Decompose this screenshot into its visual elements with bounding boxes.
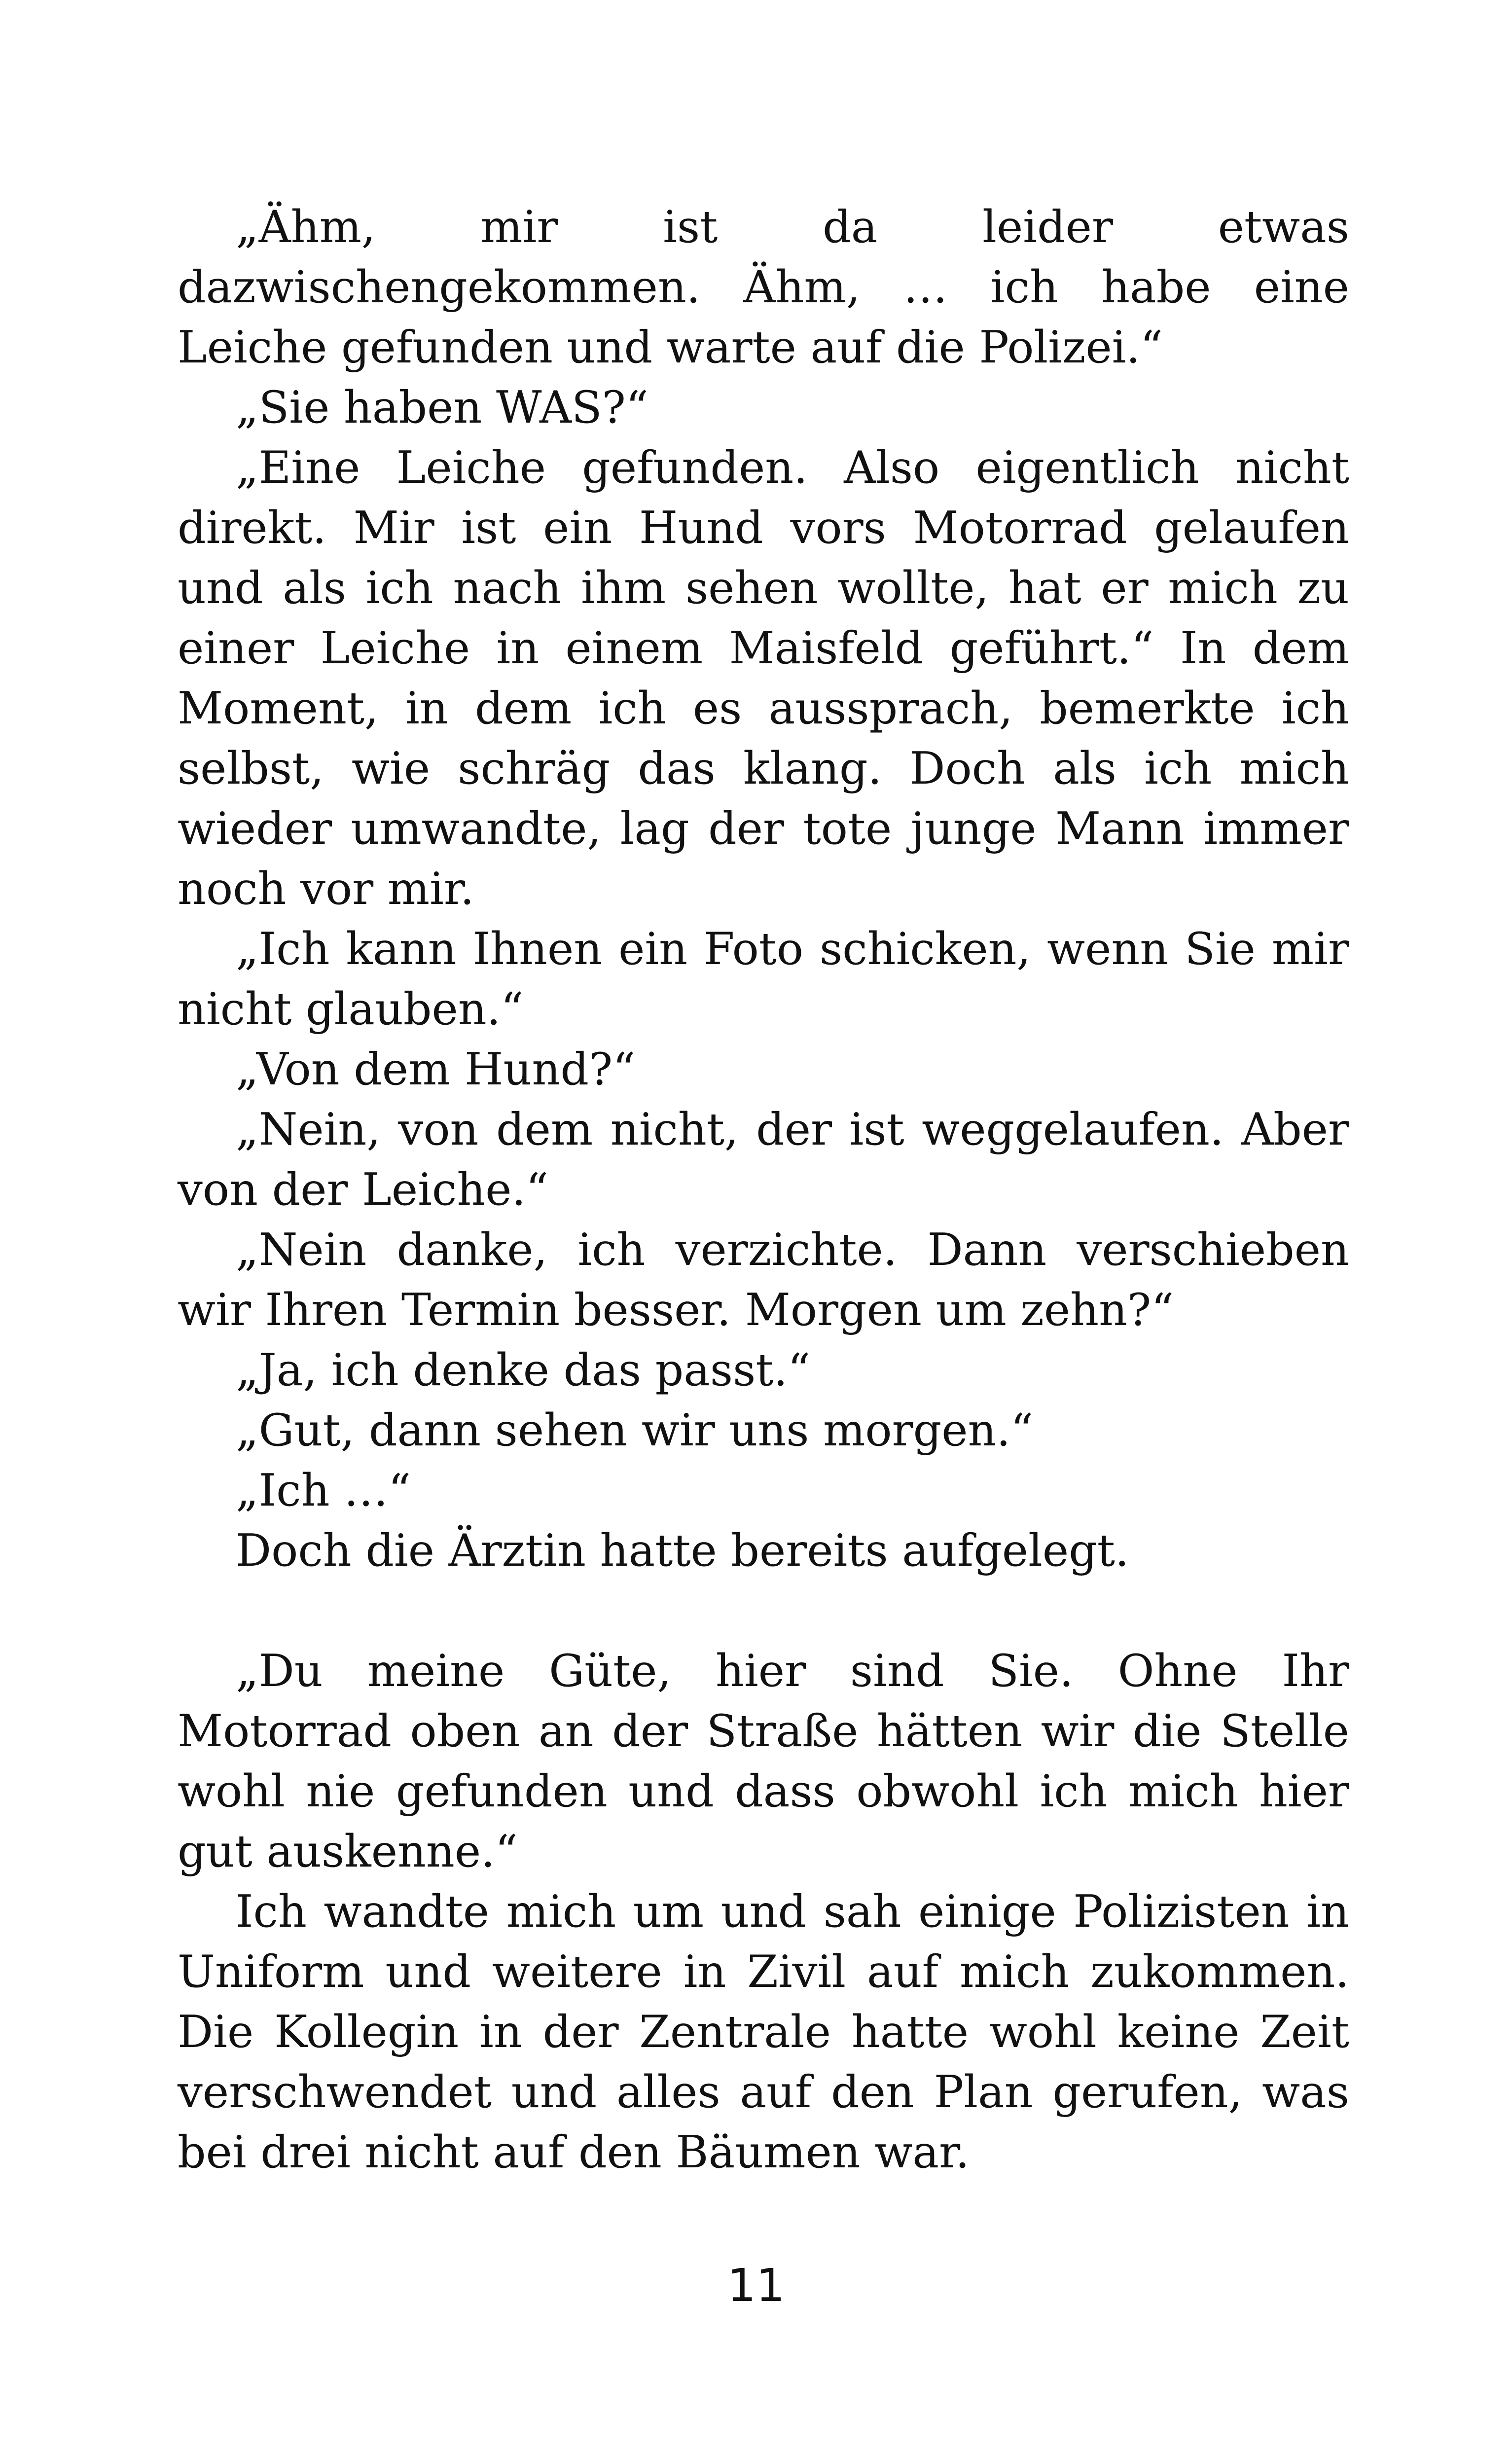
paragraph: „Du meine Güte, hier sind Sie. Ohne Ihr Motorrad oben an der Straße hätten wir die Stelle wohl nie gefunden und dass obwohl ich mich hier gut auskenne.“ [178, 1645, 1349, 1877]
paragraph: „Eine Leiche gefunden. Also eigentlich nicht direkt. Mir ist ein Hund vors Motorrad gelaufen und als ich nach ihm sehen wollte, hat er mich zu einer Leiche in einem Maisfeld geführt.“ In dem Moment, in dem ich es aussprach, bemerkte ich selbst, wie schräg das klang. Doch als ich mich wieder umwandte, lag der tote junge Mann immer noch vor mir. [178, 442, 1349, 915]
paragraph: „Sie haben WAS?“ [236, 382, 648, 433]
paragraph: „Ich …“ [236, 1465, 411, 1516]
section-break [178, 1581, 1349, 1641]
paragraph: Doch die Ärztin hatte bereits aufgelegt. [236, 1525, 1129, 1577]
page-number: 11 [727, 2259, 785, 2312]
page-body [178, 197, 1349, 2183]
paragraph: „Gut, dann sehen wir uns morgen.“ [236, 1404, 1034, 1456]
paragraph: „Nein danke, ich verzichte. Dann verschieben wir Ihren Termin besser. Morgen um zehn?“ [178, 1224, 1349, 1336]
paragraph: „Ähm, mir ist da leider etwas dazwischengekommen. Ähm, … ich habe eine Leiche gefunden und warte auf die Polizei.“ [178, 201, 1349, 373]
paragraph: „Nein, von dem nicht, der ist weggelaufen. Aber von der Leiche.“ [178, 1104, 1349, 1216]
paragraph: „Ich kann Ihnen ein Foto schicken, wenn Sie mir nicht glauben.“ [178, 923, 1349, 1035]
paragraph: Ich wandte mich um und sah einige Polizisten in Uniform und weitere in Zivil auf mich zukommen. Die Kollegin in der Zentrale hatte wohl keine Zeit verschwendet und alles auf den Plan gerufen, was bei drei nicht auf den Bäumen war. [178, 1886, 1349, 2178]
paragraph: „Ja, ich denke das passt.“ [236, 1344, 811, 1396]
paragraph: „Von dem Hund?“ [236, 1043, 636, 1095]
